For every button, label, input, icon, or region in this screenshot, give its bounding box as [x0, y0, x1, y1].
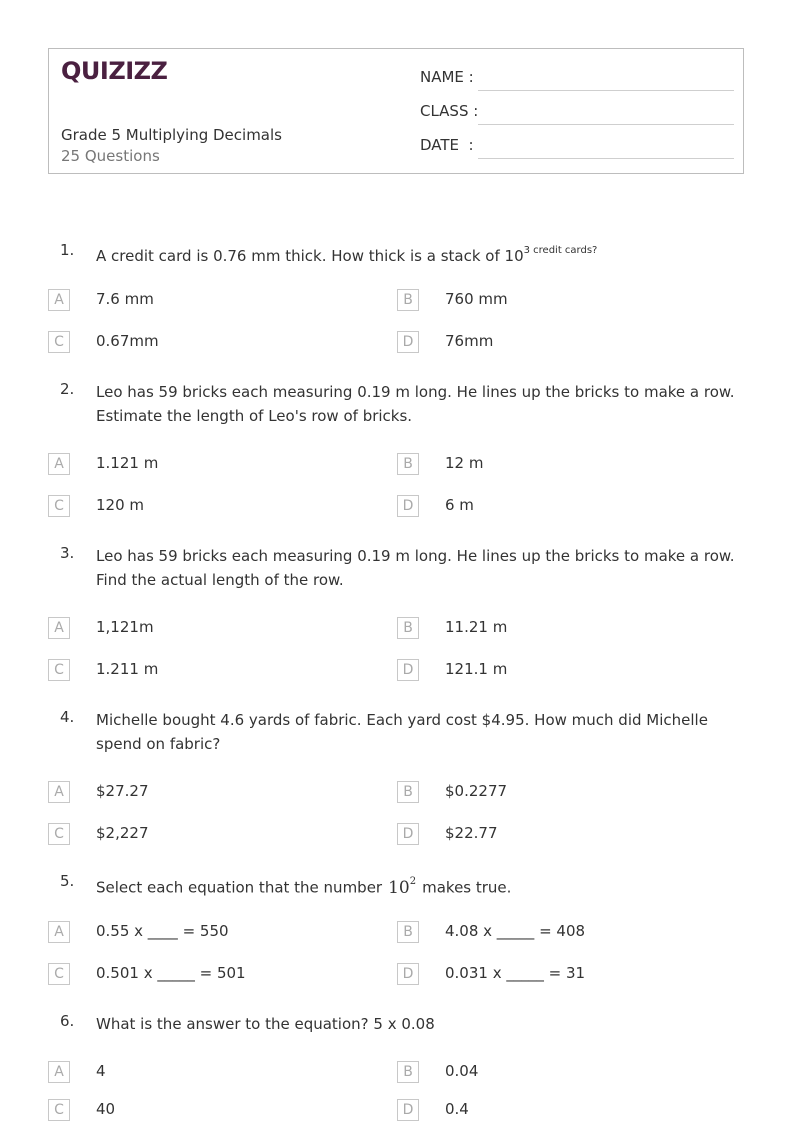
- q4-option-b[interactable]: [397, 781, 737, 805]
- option-letter-box: D: [397, 659, 419, 681]
- q2-option-c[interactable]: [48, 495, 388, 519]
- option-text: 6 m: [445, 496, 474, 514]
- q6-option-d[interactable]: [397, 1099, 737, 1123]
- q6-option-c[interactable]: [48, 1099, 388, 1123]
- q5-option-a[interactable]: [48, 921, 388, 945]
- q1-option-a[interactable]: [48, 289, 388, 313]
- question-text: [96, 241, 748, 268]
- option-text: 76mm: [445, 332, 494, 350]
- question-number: 5.: [60, 872, 75, 890]
- q6-option-a[interactable]: [48, 1061, 388, 1085]
- option-text: 1,121m: [96, 618, 154, 636]
- worksheet-title: Grade 5 Multiplying Decimals: [61, 126, 282, 144]
- option-text: $2,227: [96, 824, 149, 842]
- option-text: $0.2277: [445, 782, 508, 800]
- math-base: 10: [388, 877, 410, 898]
- option-text: 0.04: [445, 1062, 479, 1080]
- q3-option-a[interactable]: [48, 617, 388, 641]
- question-superscript: 3 credit cards?: [523, 245, 598, 256]
- class-field[interactable]: [420, 102, 734, 126]
- q6-option-b[interactable]: [397, 1061, 737, 1085]
- question-text: Michelle bought 4.6 yards of fabric. Each yard cost $4.95. How much did Michelle spend on fabric?: [96, 711, 708, 753]
- option-text: 12 m: [445, 454, 484, 472]
- option-letter-box: A: [48, 1061, 70, 1083]
- q1-option-c[interactable]: [48, 331, 388, 355]
- question-text: What is the answer to the equation? 5 x 0.08: [96, 1015, 435, 1033]
- question-number: 4.: [60, 708, 75, 726]
- question-number: 2.: [60, 380, 75, 398]
- option-text: 7.6 mm: [96, 290, 154, 308]
- question-number: 1.: [60, 241, 75, 259]
- option-letter-box: B: [397, 453, 419, 475]
- option-letter-box: C: [48, 331, 70, 353]
- option-letter-box: D: [397, 331, 419, 353]
- option-text: 11.21 m: [445, 618, 508, 636]
- question-text: Leo has 59 bricks each measuring 0.19 m long. He lines up the bricks to make a row. Find the actual length of the row.: [96, 547, 735, 589]
- option-text: 40: [96, 1100, 116, 1118]
- q4-option-d[interactable]: [397, 823, 737, 847]
- option-text: 120 m: [96, 496, 145, 514]
- option-letter-box: B: [397, 617, 419, 639]
- option-text: $22.77: [445, 824, 498, 842]
- option-letter-box: A: [48, 453, 70, 475]
- option-text: 4.08 x _____ = 408: [445, 922, 586, 940]
- question-text: Leo has 59 bricks each measuring 0.19 m long. He lines up the bricks to make a row. Estimate the length of Leo's row of bricks.: [96, 383, 735, 425]
- q1-option-d[interactable]: [397, 331, 737, 355]
- q2-option-b[interactable]: [397, 453, 737, 477]
- math-expression: [388, 878, 416, 898]
- question-text-before: Select each equation that the number: [96, 878, 383, 897]
- option-letter-box: C: [48, 495, 70, 517]
- option-letter-box: C: [48, 1099, 70, 1121]
- q4-option-a[interactable]: [48, 781, 388, 805]
- option-text: 0.4: [445, 1100, 469, 1118]
- option-text: $27.27: [96, 782, 149, 800]
- option-text: 4: [96, 1062, 106, 1080]
- question-text-after: makes true.: [422, 878, 512, 897]
- name-line[interactable]: [478, 90, 734, 91]
- date-label: DATE :: [420, 136, 474, 154]
- date-line[interactable]: [478, 158, 734, 159]
- option-letter-box: D: [397, 1099, 419, 1121]
- q5-option-c[interactable]: [48, 963, 388, 987]
- option-letter-box: C: [48, 659, 70, 681]
- name-label: NAME :: [420, 68, 474, 86]
- class-line[interactable]: [478, 124, 734, 125]
- question-count: 25 Questions: [61, 147, 160, 165]
- option-letter-box: D: [397, 823, 419, 845]
- class-label: CLASS :: [420, 102, 479, 120]
- q4-option-c[interactable]: [48, 823, 388, 847]
- option-letter-box: D: [397, 963, 419, 985]
- quizizz-logo: QUIZIZZ: [61, 57, 168, 85]
- option-letter-box: D: [397, 495, 419, 517]
- option-text: 121.1 m: [445, 660, 508, 678]
- q3-option-c[interactable]: [48, 659, 388, 683]
- option-text: 760 mm: [445, 290, 508, 308]
- option-letter-box: A: [48, 781, 70, 803]
- name-field[interactable]: [420, 68, 734, 92]
- question-text: [96, 872, 748, 900]
- option-text: 1.211 m: [96, 660, 159, 678]
- option-text: 0.501 x _____ = 501: [96, 964, 246, 982]
- q2-option-a[interactable]: [48, 453, 388, 477]
- question-number: 3.: [60, 544, 75, 562]
- q2-option-d[interactable]: [397, 495, 737, 519]
- date-field[interactable]: [420, 136, 734, 160]
- option-letter-box: C: [48, 823, 70, 845]
- option-text: 0.55 x ____ = 550: [96, 922, 229, 940]
- q5-option-b[interactable]: [397, 921, 737, 945]
- option-text: 1.121 m: [96, 454, 159, 472]
- math-exponent: 2: [409, 876, 417, 887]
- option-letter-box: B: [397, 1061, 419, 1083]
- q5-option-d[interactable]: [397, 963, 737, 987]
- question-text-main: A credit card is 0.76 mm thick. How thick is a stack of 10: [96, 247, 524, 265]
- option-text: 0.67mm: [96, 332, 159, 350]
- q1-option-b[interactable]: [397, 289, 737, 313]
- option-letter-box: B: [397, 289, 419, 311]
- worksheet-header: [48, 48, 744, 174]
- q3-option-d[interactable]: [397, 659, 737, 683]
- option-letter-box: A: [48, 617, 70, 639]
- q3-option-b[interactable]: [397, 617, 737, 641]
- option-letter-box: B: [397, 781, 419, 803]
- option-text: 0.031 x _____ = 31: [445, 964, 586, 982]
- option-letter-box: A: [48, 289, 70, 311]
- question-number: 6.: [60, 1012, 75, 1030]
- option-letter-box: B: [397, 921, 419, 943]
- option-letter-box: A: [48, 921, 70, 943]
- option-letter-box: C: [48, 963, 70, 985]
